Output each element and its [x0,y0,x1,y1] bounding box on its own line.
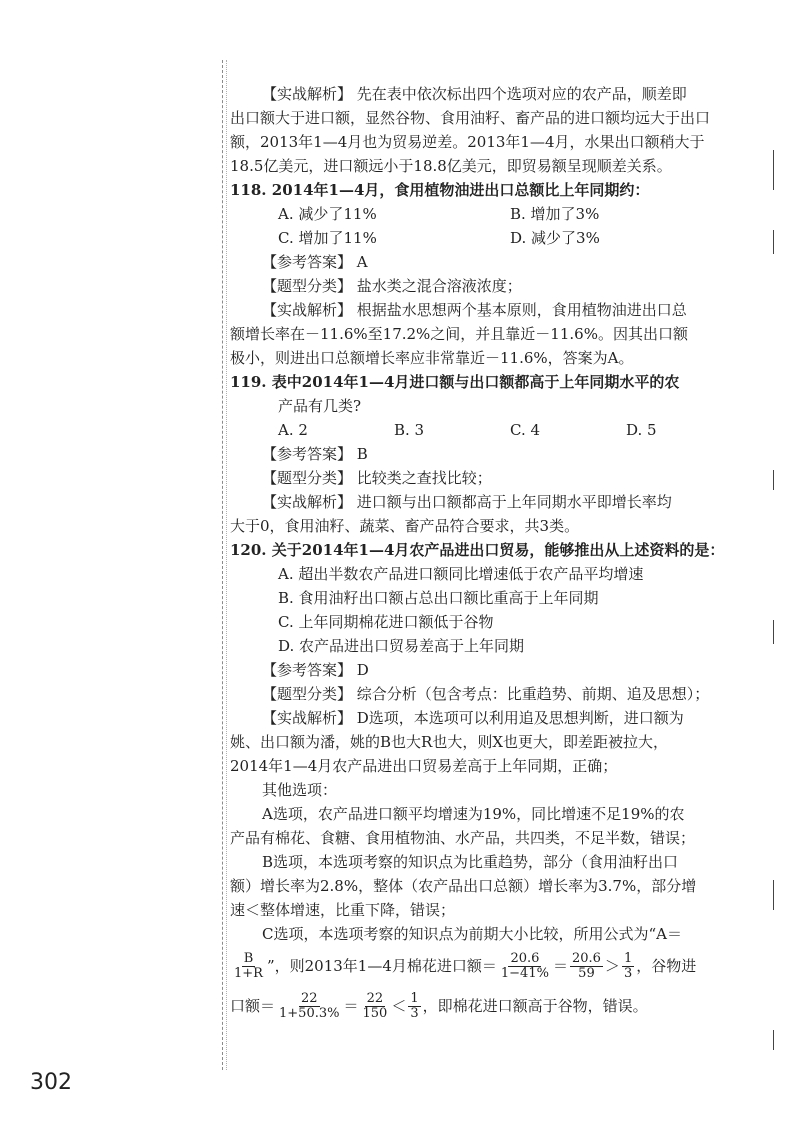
option-a: A. 超出半数农产品进口额同比增速低于农产品平均增速 [278,565,644,583]
para-line: 额增长率在－11.6%至17.2%之间，并且靠近－11.6%。因其出口额 [230,325,688,343]
option-d: D. 减少了3% [510,229,600,247]
denominator: 1−41% [500,965,549,981]
fraction [622,952,634,981]
formula-text: 口额＝ [230,997,276,1015]
para-line: 速＜整体增速，比重下降，错误； [230,901,456,919]
answer-line: 【参考答案】 B [262,445,368,463]
answer-line: 【参考答案】 A [262,253,368,271]
option-c: C. 4 [510,421,541,439]
formula-text: ＝ [552,957,568,975]
para-line: 出口额大于进口额，显然谷物、食用油籽、畜产品的进口额均远大于出口 [230,109,711,127]
option-d: D. 5 [626,421,657,439]
para-line: 【实战解析】 先在表中依次标出四个选项对应的农产品，顺差即 [262,85,687,103]
answer-line: 【参考答案】 D [262,661,369,679]
para-line: 姚、出口额为潘，姚的B也大R也大，则X也更大，即差距被拉大， [230,733,668,751]
formula-text: ，谷物进 [636,957,697,975]
fraction [408,992,420,1021]
fraction [570,952,603,981]
option-c: C. 增加了11% [278,229,377,247]
option-d: D. 农产品进出口贸易差高于上年同期 [278,637,525,655]
formula-text: ＜ [391,997,407,1015]
fraction [277,992,341,1021]
para-line: 额）增长率为2.8%，整体（农产品出口总额）增长率为3.7%，部分增 [230,877,697,895]
question-119: 119. 表中2014年1—4月进口额与出口额都高于上年同期水平的农 [230,373,680,391]
numerator: 20.6 [571,950,601,966]
para-line: 【实战解析】 进口额与出口额都高于上年同期水平即增长率均 [262,493,672,511]
para-line: 【实战解析】 根据盐水思想两个基本原则，食用植物油进出口总 [262,301,687,319]
edge-marks [773,0,779,1131]
option-c: C. 上年同期棉花进口额低于谷物 [278,613,494,631]
denominator: 59 [578,965,595,981]
type-line: 【题型分类】 综合分析（包含考点：比重趋势、前期、追及思想）； [262,685,710,703]
denominator: 3 [623,965,633,981]
denominator: 1+50.3% [279,1005,340,1021]
para-line: 18.5亿美元，进口额远小于18.8亿美元，即贸易额呈现顺差关系。 [230,157,672,175]
denominator: 3 [410,1005,419,1021]
margin-dashed-rule [222,60,223,1070]
numerator: 22 [366,990,384,1006]
page-number: 302 [30,1070,72,1095]
formula-line-1 [230,946,770,986]
para-line: A选项，农产品进口额平均增速为19%，同比增速不足19%的农 [262,805,685,823]
denominator: 150 [362,1005,388,1021]
type-line: 【题型分类】 盐水类之混合溶液浓度； [262,277,522,295]
question-118: 118. 2014年1—4月，食用植物油进出口总额比上年同期约： [230,181,650,199]
para-line: 2014年1—4月农产品进出口贸易差高于上年同期，正确； [230,757,618,775]
option-b: B. 食用油籽出口额占总出口额比重高于上年同期 [278,589,599,607]
option-a: A. 2 [278,421,308,439]
numerator: B [243,950,254,966]
para-line: 产品有棉花、食糖、食用植物油、水产品，共四类，不足半数，错误； [230,829,696,847]
options-row [230,418,770,442]
para-line: 极小，则进出口总额增长率应非常靠近－11.6%，答案为A。 [230,349,634,367]
formula-text: ”，则2013年1—4月棉花进口额＝ [266,957,497,975]
formula-text: ＞ [604,957,620,975]
option-b: B. 3 [394,421,425,439]
option-b: B. 增加了3% [510,205,600,223]
option-a: A. 减少了11% [278,205,377,223]
question-119-cont: 产品有几类? [278,397,362,415]
para-line: 额，2013年1—4月也为贸易逆差。2013年1—4月，水果出口额稍大于 [230,133,705,151]
fraction [361,992,390,1021]
options-row [230,202,770,226]
main-text [230,82,770,1026]
denominator: 1+R [234,965,263,981]
question-120: 120. 关于2014年1—4月农产品进出口贸易，能够推出从上述资料的是： [230,541,725,559]
options-row [230,226,770,250]
margin-dotted-rule [226,60,227,1070]
formula-text: ＝ [343,997,359,1015]
para-line: 大于0，食用油籽、蔬菜、畜产品符合要求，共3类。 [230,517,580,535]
numerator: 1 [623,950,633,966]
fraction [232,952,265,981]
para-line: B选项，本选项考察的知识点为比重趋势，部分（食用油籽出口 [262,853,679,871]
formula-line-2 [230,986,770,1026]
numerator: 22 [300,990,318,1006]
numerator: 20.6 [510,950,540,966]
para-line: 其他选项： [262,781,338,799]
formula-text: ，即棉花进口额高于谷物，错误。 [422,997,648,1015]
para-line: C选项，本选项考察的知识点为前期大小比较，所用公式为“A＝ [262,925,682,943]
numerator: 1 [410,990,419,1006]
type-line: 【题型分类】 比较类之查找比较； [262,469,492,487]
fraction [499,952,551,981]
para-line: 【实战解析】 D选项，本选项可以利用追及思想判断，进口额为 [262,709,684,727]
